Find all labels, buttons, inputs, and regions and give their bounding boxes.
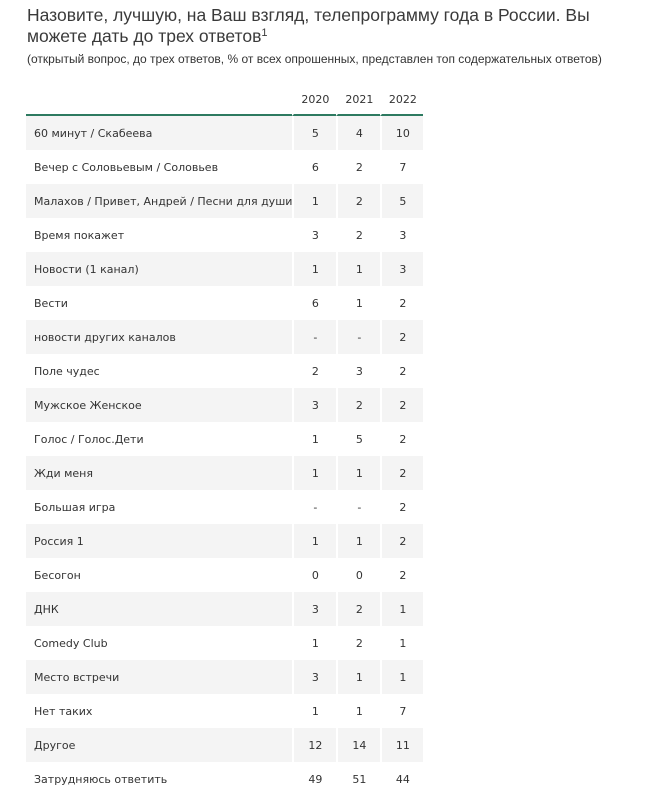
- table-row: [26, 218, 423, 252]
- value-cell-2021: 2: [336, 388, 380, 422]
- value-cell-2022: 2: [380, 558, 423, 592]
- table-body: [26, 116, 423, 796]
- title-footnote-marker[interactable]: 1: [261, 27, 268, 39]
- table-row: [26, 660, 423, 694]
- value-cell-2022: 1: [380, 626, 423, 660]
- program-name-cell: Вести: [26, 286, 292, 320]
- table-row: [26, 252, 423, 286]
- program-name-cell: ДНК: [26, 592, 292, 626]
- value-cell-2020: 1: [292, 184, 336, 218]
- value-cell-2020: 1: [292, 694, 336, 728]
- program-name-cell: Мужское Женское: [26, 388, 292, 422]
- table-row: [26, 320, 423, 354]
- value-cell-2022: 1: [380, 660, 423, 694]
- program-name-cell: Comedy Club: [26, 626, 292, 660]
- value-cell-2021: 2: [336, 150, 380, 184]
- program-name-cell: Место встречи: [26, 660, 292, 694]
- value-cell-2020: 3: [292, 660, 336, 694]
- table-row: [26, 388, 423, 422]
- question-note: (открытый вопрос, до трех ответов, % от всех опрошенных, представлен топ содержательных ответов): [27, 52, 602, 66]
- value-cell-2020: 3: [292, 592, 336, 626]
- value-cell-2020: 1: [292, 422, 336, 456]
- value-cell-2021: 2: [336, 626, 380, 660]
- value-cell-2022: 2: [380, 286, 423, 320]
- program-name-cell: Россия 1: [26, 524, 292, 558]
- table-header-row: [26, 84, 423, 116]
- results-table: [26, 84, 423, 796]
- value-cell-2022: 44: [380, 762, 423, 796]
- table-row: [26, 116, 423, 150]
- program-name-cell: Жди меня: [26, 456, 292, 490]
- value-cell-2020: 6: [292, 150, 336, 184]
- program-name-cell: Нет таких: [26, 694, 292, 728]
- table-row: [26, 626, 423, 660]
- value-cell-2022: 2: [380, 422, 423, 456]
- value-cell-2020: -: [292, 490, 336, 524]
- value-cell-2020: 3: [292, 218, 336, 252]
- table-row: [26, 490, 423, 524]
- value-cell-2021: 1: [336, 286, 380, 320]
- program-name-cell: Голос / Голос.Дети: [26, 422, 292, 456]
- value-cell-2022: 2: [380, 354, 423, 388]
- value-cell-2021: 1: [336, 524, 380, 558]
- value-cell-2021: 2: [336, 592, 380, 626]
- value-cell-2020: 6: [292, 286, 336, 320]
- value-cell-2022: 2: [380, 456, 423, 490]
- program-name-cell: Время покажет: [26, 218, 292, 252]
- value-cell-2022: 2: [380, 490, 423, 524]
- value-cell-2022: 2: [380, 320, 423, 354]
- header-year-2022: 2022: [380, 84, 423, 116]
- table-row: [26, 150, 423, 184]
- value-cell-2021: 3: [336, 354, 380, 388]
- table-row: [26, 558, 423, 592]
- program-name-cell: 60 минут / Скабеева: [26, 116, 292, 150]
- value-cell-2022: 7: [380, 150, 423, 184]
- page-title: [27, 5, 649, 47]
- value-cell-2021: 1: [336, 694, 380, 728]
- table-row: [26, 184, 423, 218]
- header-year-2021: 2021: [336, 84, 380, 116]
- table-row: [26, 456, 423, 490]
- value-cell-2020: 49: [292, 762, 336, 796]
- value-cell-2020: 1: [292, 524, 336, 558]
- table-row: [26, 592, 423, 626]
- value-cell-2020: 3: [292, 388, 336, 422]
- table-row: [26, 422, 423, 456]
- value-cell-2022: 2: [380, 388, 423, 422]
- value-cell-2021: 1: [336, 252, 380, 286]
- title-text: Назовите, лучшую, на Ваш взгляд, телепрограмму года в России. Вы можете дать до трех ответов: [27, 5, 590, 46]
- value-cell-2020: 1: [292, 252, 336, 286]
- value-cell-2021: -: [336, 490, 380, 524]
- value-cell-2022: 11: [380, 728, 423, 762]
- value-cell-2020: 1: [292, 626, 336, 660]
- value-cell-2021: 4: [336, 116, 380, 150]
- value-cell-2022: 7: [380, 694, 423, 728]
- value-cell-2021: 2: [336, 184, 380, 218]
- program-name-cell: Поле чудес: [26, 354, 292, 388]
- value-cell-2022: 10: [380, 116, 423, 150]
- program-name-cell: Вечер с Соловьевым / Соловьев: [26, 150, 292, 184]
- program-name-cell: Новости (1 канал): [26, 252, 292, 286]
- value-cell-2022: 3: [380, 252, 423, 286]
- value-cell-2022: 1: [380, 592, 423, 626]
- program-name-cell: Затрудняюсь ответить: [26, 762, 292, 796]
- program-name-cell: Другое: [26, 728, 292, 762]
- header-name-col: [26, 84, 292, 116]
- value-cell-2021: -: [336, 320, 380, 354]
- value-cell-2021: 2: [336, 218, 380, 252]
- value-cell-2020: 5: [292, 116, 336, 150]
- table-row: [26, 354, 423, 388]
- table-row: [26, 762, 423, 796]
- table-row: [26, 694, 423, 728]
- value-cell-2020: 12: [292, 728, 336, 762]
- value-cell-2020: -: [292, 320, 336, 354]
- value-cell-2021: 14: [336, 728, 380, 762]
- value-cell-2021: 5: [336, 422, 380, 456]
- program-name-cell: Малахов / Привет, Андрей / Песни для души: [26, 184, 292, 218]
- header-year-2020: 2020: [292, 84, 336, 116]
- program-name-cell: новости других каналов: [26, 320, 292, 354]
- table-row: [26, 728, 423, 762]
- program-name-cell: Бесогон: [26, 558, 292, 592]
- value-cell-2022: 3: [380, 218, 423, 252]
- value-cell-2021: 0: [336, 558, 380, 592]
- value-cell-2021: 1: [336, 456, 380, 490]
- value-cell-2022: 5: [380, 184, 423, 218]
- value-cell-2020: 1: [292, 456, 336, 490]
- value-cell-2020: 2: [292, 354, 336, 388]
- value-cell-2021: 51: [336, 762, 380, 796]
- value-cell-2022: 2: [380, 524, 423, 558]
- table-row: [26, 286, 423, 320]
- table-row: [26, 524, 423, 558]
- value-cell-2021: 1: [336, 660, 380, 694]
- program-name-cell: Большая игра: [26, 490, 292, 524]
- value-cell-2020: 0: [292, 558, 336, 592]
